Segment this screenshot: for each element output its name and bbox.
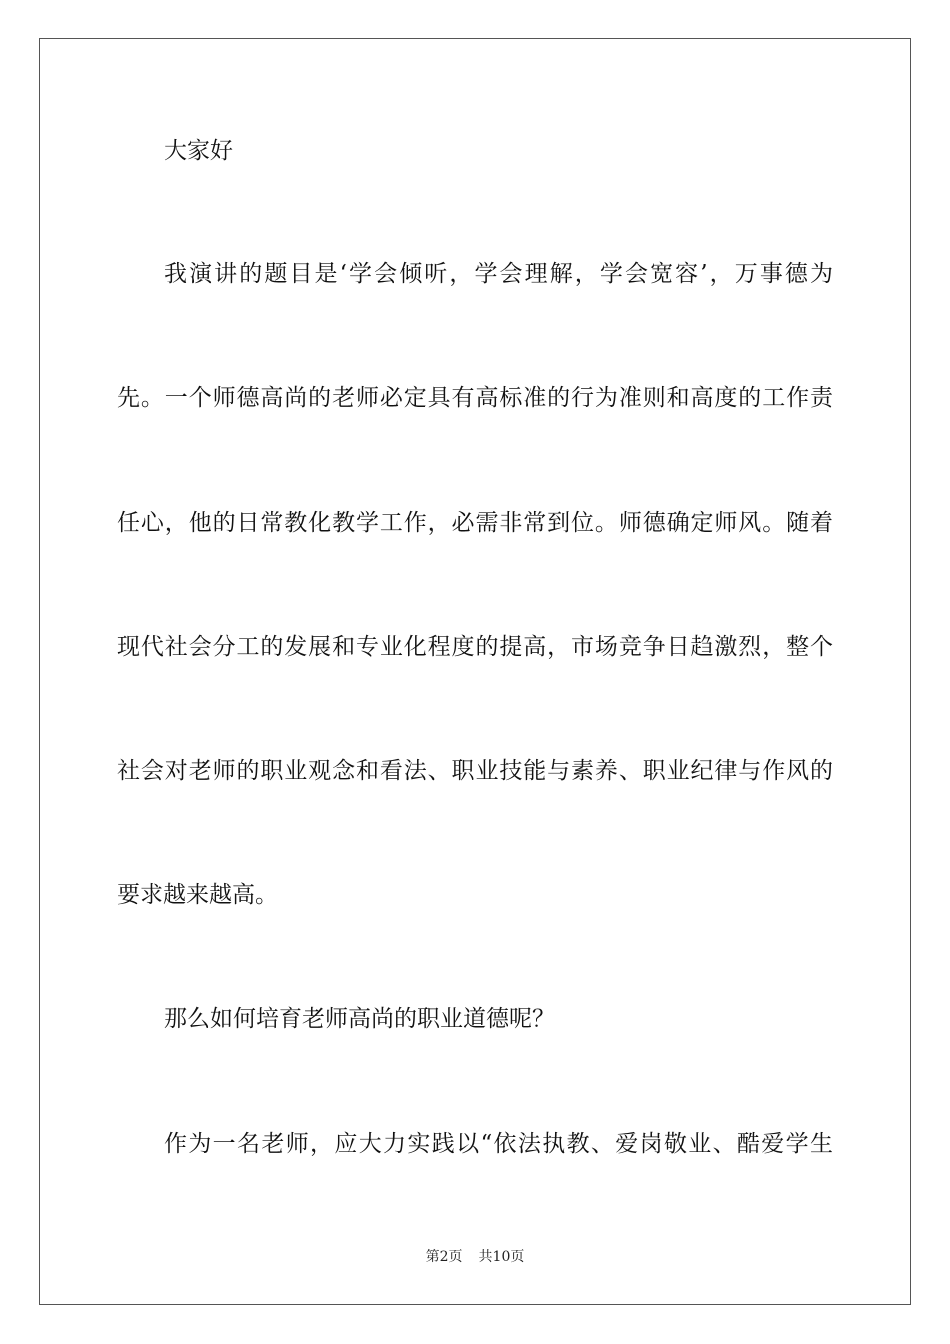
- paragraph-line: 要求越来越高。: [117, 882, 278, 908]
- page-footer: [0, 1247, 950, 1267]
- paragraph-line: 那么如何培育老师高尚的职业道德呢？: [164, 1006, 555, 1032]
- paragraph-line: 任心，他的日常教化教学工作，必需非常到位。师德确定师风。随着: [117, 510, 833, 536]
- page-border: [39, 38, 911, 1305]
- page-number: 第2页: [425, 1249, 463, 1265]
- page-total: 共10页: [478, 1249, 525, 1265]
- paragraph-line: 社会对老师的职业观念和看法、职业技能与素养、职业纪律与作风的: [117, 758, 833, 784]
- paragraph-line: 我演讲的题目是‘学会倾听，学会理解，学会宽容’，万事德为: [164, 261, 833, 287]
- greeting-line: 大家好: [164, 138, 233, 164]
- paragraph-line: 现代社会分工的发展和专业化程度的提高，市场竞争日趋激烈，整个: [117, 634, 833, 660]
- paragraph-line: 作为一名老师，应大力实践以“依法执教、爱岗敬业、酷爱学生: [164, 1131, 833, 1157]
- paragraph-line: 先。一个师德高尚的老师必定具有高标准的行为准则和高度的工作责: [117, 385, 833, 411]
